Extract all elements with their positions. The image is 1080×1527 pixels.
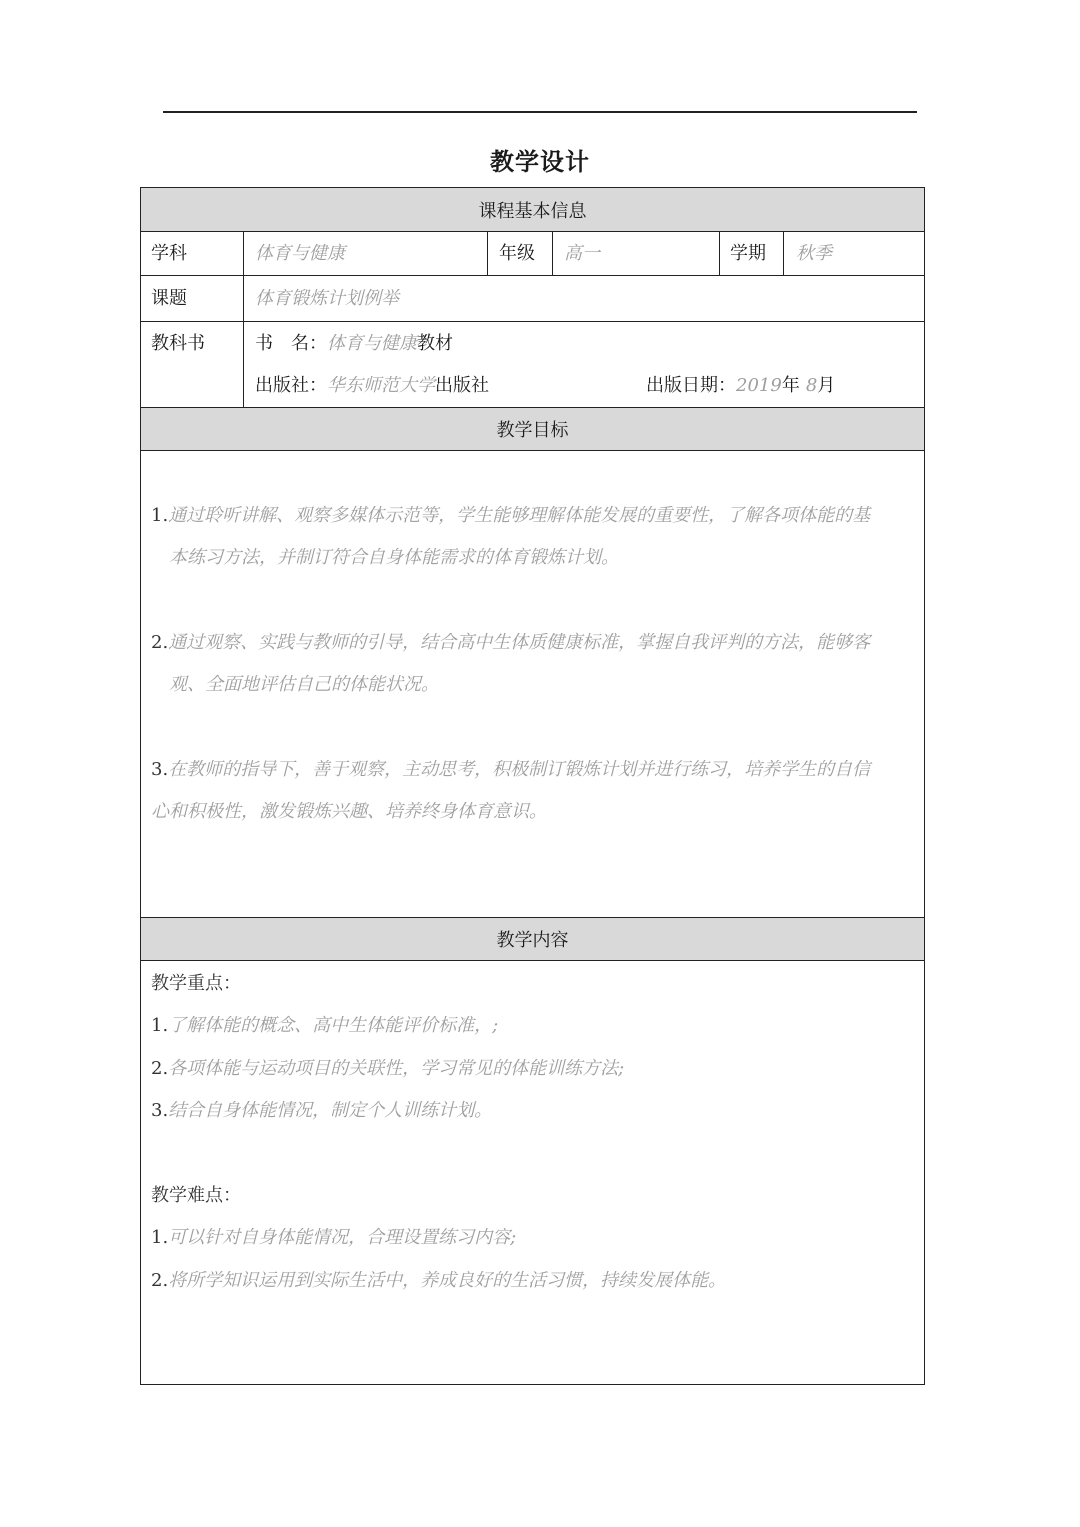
term-value: 秋季 [796, 243, 832, 264]
publisher-suffix: 出版社 [435, 375, 489, 396]
publish-date-line [646, 374, 835, 398]
book-name-suffix: 教材 [417, 333, 453, 354]
publish-month-value: 8 [805, 375, 818, 396]
difficulties-label: 教学难点： [151, 1185, 241, 1206]
book-name-label: 书 名： [255, 333, 327, 354]
divider [141, 321, 924, 322]
divider [141, 231, 924, 232]
objective-text-continued: 观、全面地评估自己的体能状况。 [169, 674, 439, 695]
document-title: 教学设计 [490, 147, 590, 176]
difficulty-item: 2.将所学知识运用到实际生活中，养成良好的生活习惯，持续发展体能。 [151, 1270, 727, 1291]
divider [141, 275, 924, 276]
grade-value: 高一 [564, 243, 600, 264]
term-label: 学期 [730, 243, 766, 264]
content-header: 教学内容 [141, 918, 924, 960]
publisher-label: 出版社： [255, 375, 327, 396]
objective-text: 通过观察、实践与教师的引导，结合高中生体质健康标准，掌握自我评判的方法，能够客 [168, 632, 871, 653]
header-rule [163, 111, 917, 113]
year-unit: 年 [781, 375, 800, 396]
subject-value: 体育与健康 [255, 243, 345, 264]
book-name-line [255, 332, 453, 356]
objective-text: 通过聆听讲解、观察多媒体示范等，学生能够理解体能发展的重要性，了解各项体能的基 [168, 505, 871, 526]
divider [552, 231, 553, 275]
difficulty-item: 1.可以针对自身体能情况，合理设置练习内容; [151, 1227, 517, 1248]
publish-date-label: 出版日期： [646, 375, 736, 396]
grade-label: 年级 [499, 243, 535, 264]
divider [783, 231, 784, 275]
objective-item-2 [151, 622, 916, 706]
publisher-line [255, 374, 489, 398]
objective-number: 2. [151, 632, 169, 653]
topic-label: 课题 [151, 288, 187, 309]
divider [141, 960, 924, 961]
topic-value: 体育锻炼计划例举 [255, 288, 399, 309]
objective-item-3 [151, 749, 916, 833]
subject-label: 学科 [151, 243, 187, 264]
textbook-label: 教科书 [151, 333, 205, 354]
objective-text: 在教师的指导下，善于观察，主动思考，积极制订锻炼计划并进行练习，培养学生的自信 [168, 759, 871, 780]
key-point-item: 2.各项体能与运动项目的关联性，学习常见的体能训练方法; [151, 1058, 625, 1079]
month-unit: 月 [817, 375, 836, 396]
book-name-value: 体育与健康 [327, 333, 417, 354]
divider [141, 450, 924, 451]
key-point-item: 1.了解体能的概念、高中生体能评价标准，; [151, 1015, 499, 1036]
lesson-design-table [140, 187, 925, 1385]
divider [719, 231, 720, 275]
objective-number: 3. [151, 759, 169, 780]
key-points-label: 教学重点： [151, 973, 241, 994]
publisher-value: 华东师范大学 [327, 375, 435, 396]
divider [487, 231, 488, 275]
objectives-header: 教学目标 [141, 408, 924, 450]
key-point-item: 3.结合自身体能情况，制定个人训练计划。 [151, 1100, 493, 1121]
objective-text-continued: 本练习方法，并制订符合自身体能需求的体育锻炼计划。 [169, 547, 619, 568]
objective-item-1 [151, 495, 916, 579]
publish-year-value: 2019 [736, 375, 782, 396]
course-info-header: 课程基本信息 [141, 188, 924, 231]
objective-text-continued: 心和积极性，激发锻炼兴趣、培养终身体育意识。 [151, 801, 547, 822]
objective-number: 1. [151, 505, 169, 526]
